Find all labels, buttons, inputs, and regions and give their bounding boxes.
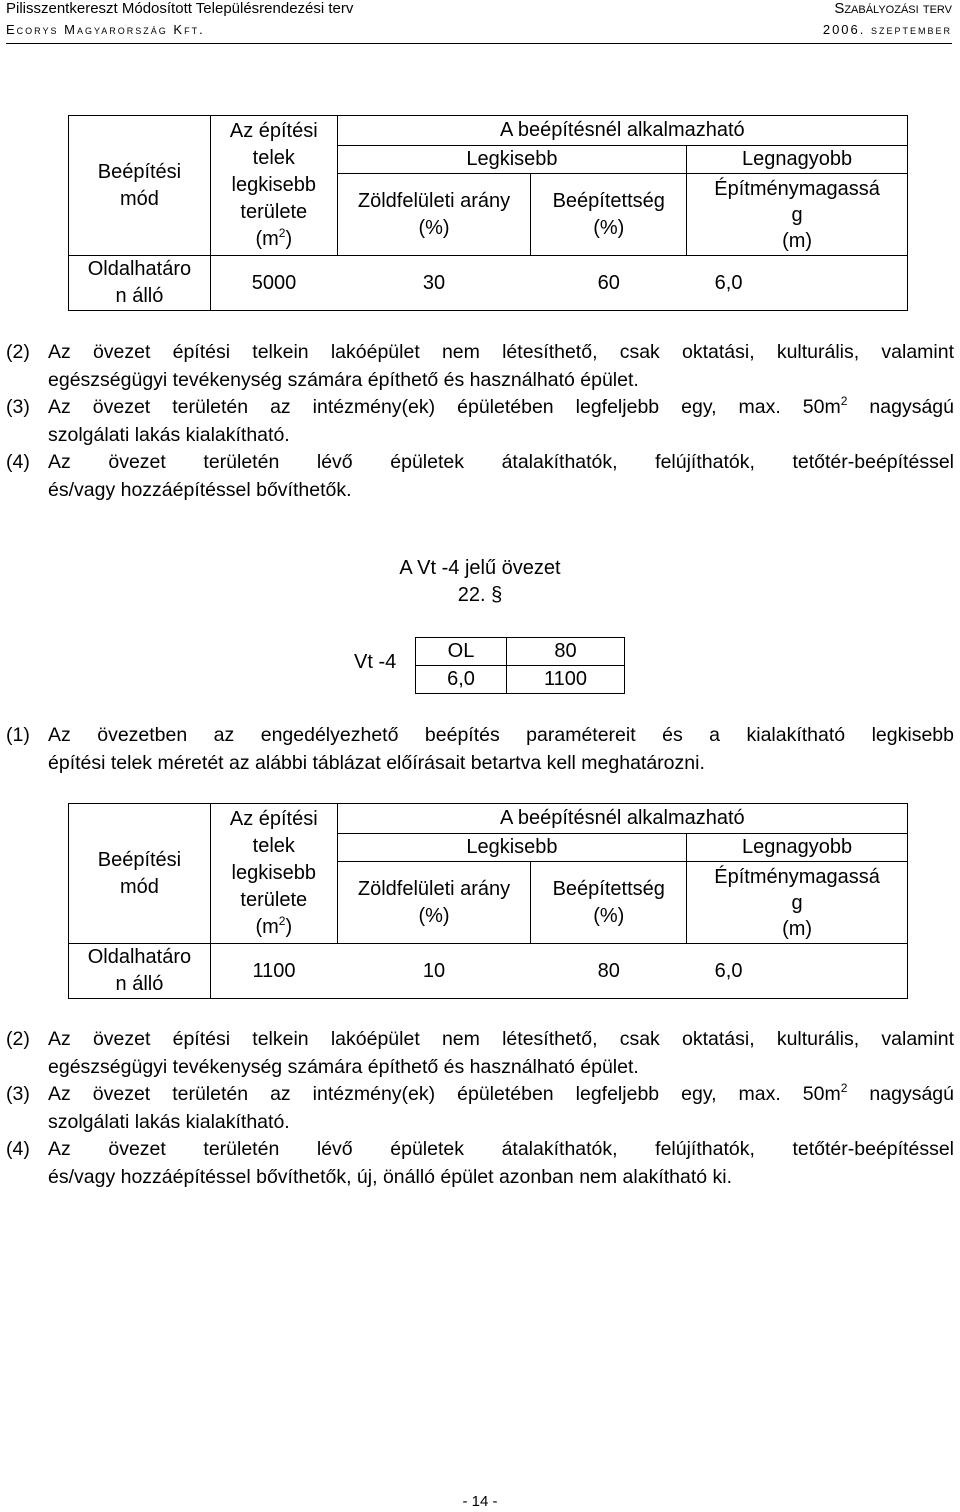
header-divider — [6, 43, 952, 44]
table-cell-mode-value: Oldalhatáro n álló — [69, 944, 211, 999]
table-header-min: Legkisebb — [337, 834, 686, 862]
table-header-max: Legnagyobb — [687, 146, 908, 174]
paragraph-4: (4) Az övezet területén lévő épületek átalakíthatók, felújíthatók, tetőtér-beépítéssel és/vagy hozzáépítéssel bővíthetők. — [6, 451, 954, 501]
table-1-right-rule — [907, 256, 908, 310]
company-name: Ecorys Magyarország Kft. — [6, 22, 205, 37]
zone-cell-lot: 1100 — [507, 666, 625, 694]
table-cell-coverage: 60 — [597, 271, 620, 294]
table-header-max: Legnagyobb — [687, 834, 908, 862]
table-header-green-ratio: Zöldfelületi arány (%) — [337, 862, 531, 944]
paragraph-3: (3) Az övezet területén az intézmény(ek) épületében legfeljebb egy, max. $50m^2$ nagyságú szolgálati lakás kialakítható. — [6, 394, 954, 446]
table-cell-height: 6,0 — [714, 271, 743, 294]
table-header-coverage: Beépítettség (%) — [531, 174, 687, 256]
page-number: - 14 - — [462, 1493, 498, 1510]
zone-label: Vt -4 — [354, 651, 397, 673]
section-title: A Vt -4 jelű övezet — [399, 557, 561, 579]
table-cell-lot-size: 1100 — [252, 959, 296, 982]
section-number: 22. § — [457, 584, 503, 606]
table-1-bottom-rule — [68, 310, 908, 311]
table-cell-coverage: 80 — [597, 959, 620, 982]
table-header-height: Építménymagassá g (m) — [687, 862, 908, 944]
table-header-coverage: Beépítettség (%) — [531, 862, 687, 944]
table-cell-lot-size: 5000 — [251, 271, 297, 294]
zone-cell-type: OL — [416, 638, 507, 666]
regulation-table-1 — [68, 115, 908, 311]
table-cell-mode-value: Oldalhatáro n álló — [69, 256, 211, 311]
table-header-lot-size: Az építési telek legkisebb területe $(m^2)$ — [210, 804, 337, 944]
paragraph-3: (3) Az övezet területén az intézmény(ek) épületében legfeljebb egy, max. $50m^2$ nagyságú szolgálati lakás kialakítható. — [6, 1081, 954, 1133]
zone-cell-coverage: 80 — [507, 638, 625, 666]
paragraph-2: (2) Az övezet építési telkein lakóépület nem létesíthető, csak oktatási, kulturális, valamint egészségügyi tevékenység számára építhető és használható épület. — [6, 1028, 954, 1078]
table-cell-green-ratio: 10 — [422, 959, 446, 982]
zone-code-table — [415, 637, 625, 694]
document-title: Pilisszentkereszt Módosított Településrendezési terv — [6, 0, 354, 17]
table-2-right-rule — [907, 944, 908, 998]
paragraph-1: (1) Az övezetben az engedélyezhető beépítés paramétereit és a kialakítható legkisebb építési telek méretét az alábbi táblázat előírásait betartva kell meghatározni. — [6, 724, 954, 774]
table-header-lot-size: Az építési telek legkisebb területe $(m^2)$ — [210, 116, 337, 256]
table-header-mode: Beépítési mód — [69, 116, 211, 256]
paragraph-4: (4) Az övezet területén lévő épületek átalakíthatók, felújíthatók, tetőtér-beépítéssel és/vagy hozzáépítéssel bővíthetők, új, önálló épület azonban nem alakítható ki. — [6, 1138, 954, 1188]
table-header-height: Építménymagassá g (m) — [687, 174, 908, 256]
table-cell-green-ratio: 30 — [422, 271, 446, 294]
table-cell-height: 6,0 — [714, 959, 743, 982]
table-2-bottom-rule — [68, 998, 908, 999]
zone-cell-height: 6,0 — [416, 666, 507, 694]
regulation-table-2 — [68, 803, 908, 999]
table-header-group: A beépítésnél alkalmazható — [337, 804, 907, 834]
document-part: Szabályozási terv — [834, 0, 952, 17]
table-header-green-ratio: Zöldfelületi arány (%) — [337, 174, 531, 256]
paragraph-2: (2) Az övezet építési telkein lakóépület nem létesíthető, csak oktatási, kulturális, valamint egészségügyi tevékenység számára építhető és használható épület. — [6, 341, 954, 391]
table-header-group: A beépítésnél alkalmazható — [337, 116, 907, 146]
document-date: 2006. szeptember — [822, 22, 952, 37]
table-header-mode: Beépítési mód — [69, 804, 211, 944]
table-header-min: Legkisebb — [337, 146, 686, 174]
